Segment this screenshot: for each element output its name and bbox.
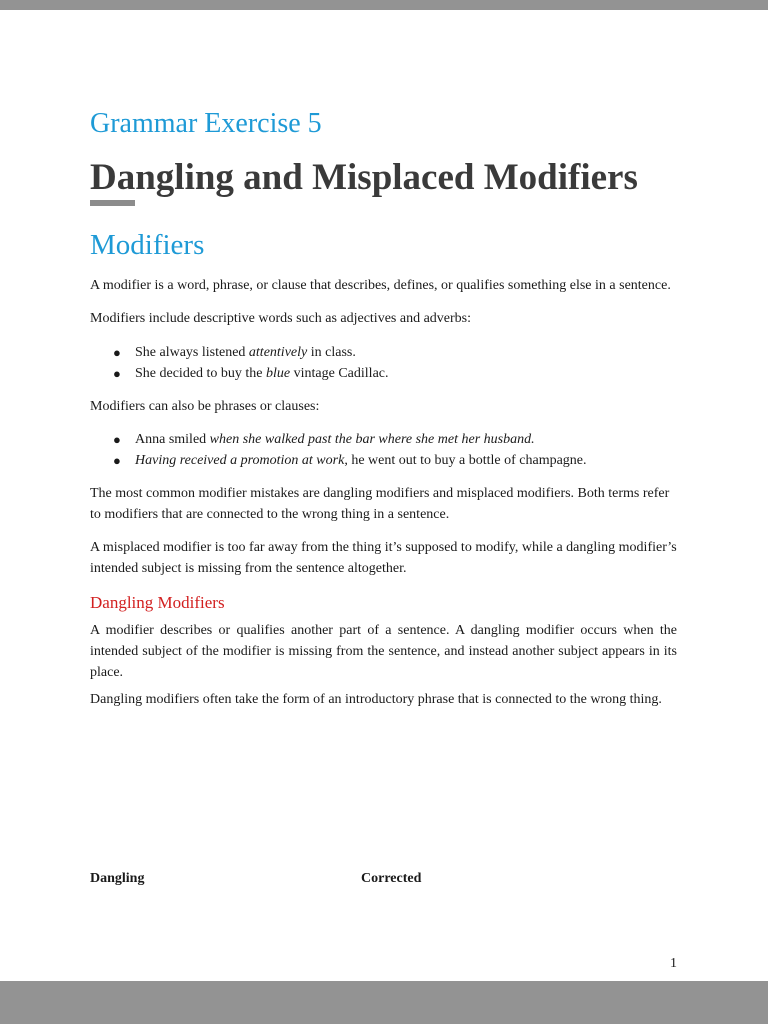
- example-emphasis: when she walked past the bar where she met her husband.: [209, 432, 535, 447]
- example-text: , he went out to buy a bottle of champagne.: [344, 453, 587, 468]
- bullet-icon: ●: [113, 366, 121, 381]
- table-header-dangling: Dangling: [90, 871, 145, 886]
- dangling-paragraph-2: Dangling modifiers often take the form of an introductory phrase that is connected to the wrong thing.: [90, 692, 662, 707]
- list-item: [90, 363, 677, 384]
- exercise-label: Grammar Exercise 5: [90, 108, 322, 139]
- example-emphasis: blue: [266, 366, 291, 381]
- mistakes-paragraph: The most common modifier mistakes are dangling modifiers and misplaced modifiers. Both terms refer to modifiers that are connected to the wrong thing in a sentence.: [90, 486, 670, 522]
- definition-paragraph: A misplaced modifier is too far away from the thing it’s supposed to modify, while a dangling modifier’s intended subject is missing from the sentence altogether.: [90, 540, 677, 576]
- list-item: [90, 450, 677, 471]
- phrase-examples-list: [90, 429, 677, 471]
- bullet-icon: ●: [113, 345, 121, 360]
- example-text: vintage Cadillac.: [290, 366, 389, 381]
- phrases-paragraph: Modifiers can also be phrases or clauses:: [90, 399, 320, 414]
- subsection-heading: Dangling Modifiers: [90, 593, 225, 612]
- example-text: Anna smiled: [135, 432, 210, 447]
- bullet-icon: ●: [113, 432, 121, 447]
- section-heading: Modifiers: [90, 229, 205, 261]
- bottom-page-border: [0, 981, 768, 1024]
- intro-paragraph: A modifier is a word, phrase, or clause that describes, defines, or qualifies something else in a sentence.: [90, 278, 671, 293]
- top-page-border: [0, 0, 768, 10]
- bullet-icon: ●: [113, 453, 121, 468]
- example-emphasis: attentively: [248, 345, 308, 360]
- example-text: She decided to buy the: [135, 366, 267, 381]
- example-text: She always listened: [135, 345, 249, 360]
- words-paragraph: Modifiers include descriptive words such as adjectives and adverbs:: [90, 311, 472, 326]
- title-underline-rule: [90, 200, 135, 206]
- dangling-paragraph-1: A modifier describes or qualifies another part of a sentence. A dangling modifier occurs when the intended subject of the modifier is missing from the sentence, and instead another subject appears in its place.: [90, 623, 677, 680]
- table-header-corrected: Corrected: [361, 871, 422, 886]
- example-text: in class.: [307, 345, 356, 360]
- example-emphasis: Having received a promotion at work: [135, 453, 345, 468]
- page-number: 1: [670, 956, 677, 971]
- list-item: [90, 429, 677, 450]
- list-item: [90, 342, 677, 363]
- page-title: Dangling and Misplaced Modifiers: [90, 157, 638, 198]
- word-examples-list: [90, 342, 677, 384]
